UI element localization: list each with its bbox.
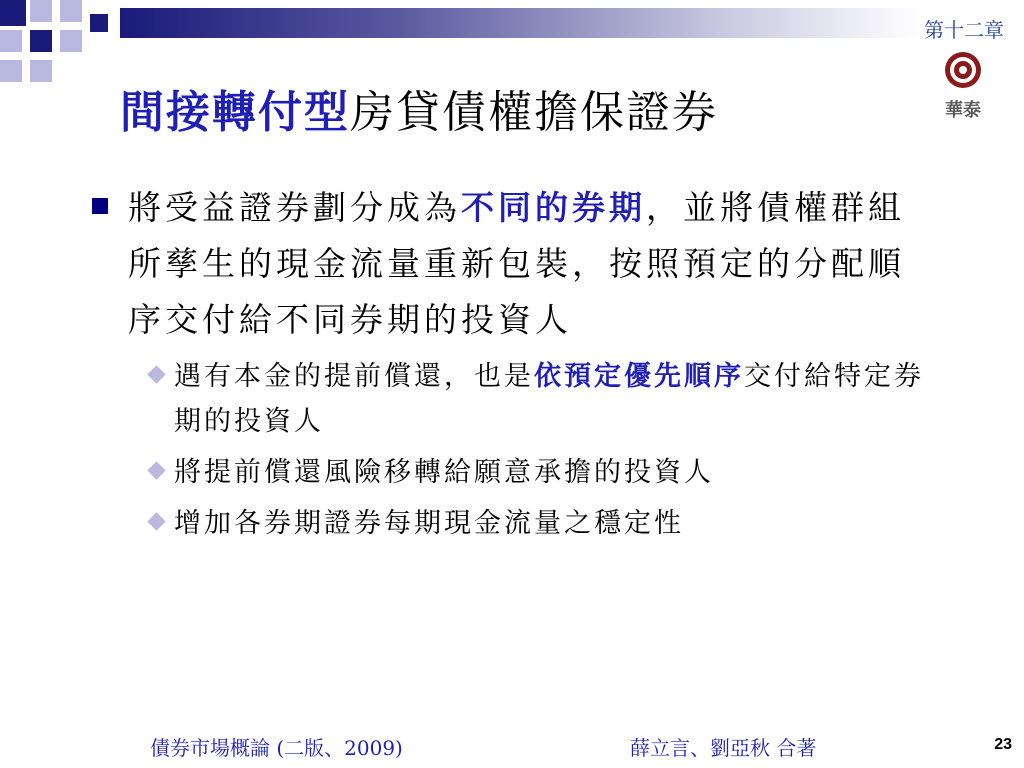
page-number: 23 bbox=[994, 736, 1012, 753]
slide-body bbox=[90, 180, 940, 546]
diamond-bullet-icon bbox=[147, 365, 165, 383]
bullet-level2 bbox=[90, 501, 940, 546]
diamond-bullet-icon bbox=[147, 512, 165, 530]
footer-authors: 薛立言、劉亞秋 合著 bbox=[630, 736, 817, 760]
title-emphasis: 間接轉付型 bbox=[120, 87, 350, 138]
bullet-level1 bbox=[90, 180, 940, 348]
slide-title bbox=[120, 76, 718, 140]
sub-bullet-text: 增加各券期證券每期現金流量之穩定性 bbox=[174, 508, 684, 539]
sub-bullet-text-before: 遇有本金的提前償還，也是 bbox=[174, 361, 534, 392]
sub-bullet-text-after: 交付給特定券期的投資人 bbox=[174, 361, 924, 437]
bullet-text-before: 將受益證券劃分成為 bbox=[128, 188, 461, 227]
bullet-level2 bbox=[90, 354, 940, 444]
diamond-bullet-icon bbox=[147, 461, 165, 479]
footer-book-title: 債券市場概論 (二版、2009) bbox=[150, 736, 403, 760]
sub-bullet-emphasis: 依預定優先順序 bbox=[534, 361, 744, 392]
bullet-text-after: ，並將債權群組所孳生的現金流量重新包裝，按照預定的分配順序交付給不同券期的投資人 bbox=[128, 188, 905, 339]
publisher-logo-text: 華泰 bbox=[945, 100, 981, 121]
square-bullet-icon bbox=[92, 198, 108, 214]
sub-bullet-text: 將提前償還風險移轉給願意承擔的投資人 bbox=[174, 457, 714, 488]
bullet-emphasis: 不同的券期 bbox=[461, 188, 646, 227]
header-gradient-bar bbox=[120, 8, 920, 38]
chapter-label: 第十二章 bbox=[924, 18, 1004, 42]
title-rest: 房貸債權擔保證券 bbox=[350, 87, 718, 138]
bullet-level2 bbox=[90, 450, 940, 495]
